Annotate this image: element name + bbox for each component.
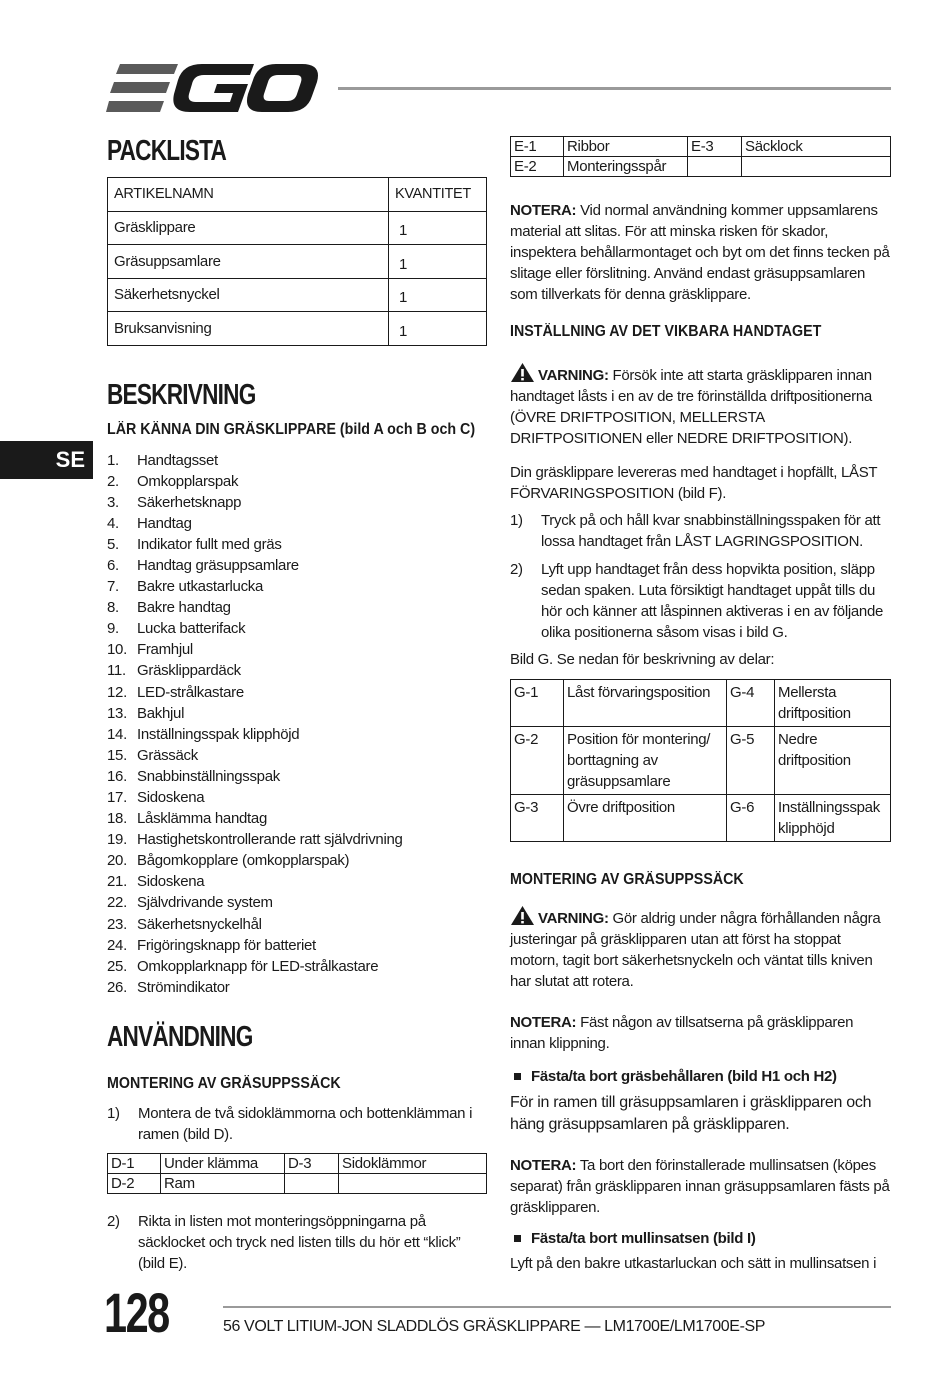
table-row: G-2 Position för montering/ borttagning av gräsuppsamlare G-5 Nedre driftposition <box>511 727 891 795</box>
warning-icon <box>510 905 535 926</box>
list-item: 8. Bakre handtag <box>107 599 231 617</box>
list-item: 15. Grässäck <box>107 746 198 764</box>
list-item: 13. Bakhjul <box>107 704 185 722</box>
notera-3: NOTERA: Ta bort den förinstallerade mullinsatsen (köpes separat) från gräsklipparen innan gräsuppsamlaren fästs på gräsklipparen. <box>510 1157 890 1216</box>
footer-rule <box>223 1306 891 1308</box>
item-name: Bruksanvisning <box>108 312 389 346</box>
list-item: 6. Handtag gräsuppsamlare <box>107 556 299 574</box>
table-d <box>107 1153 487 1194</box>
item-name: Säkerhetsnyckel <box>108 278 389 312</box>
list-item: 19. Hastighetskontrollerande ratt självdrivning <box>107 831 403 849</box>
paragraph-attach: För in ramen till gräsuppsamlaren i gräsklipparen och häng gräsuppsamlaren på gräsklipparen. <box>510 1094 872 1133</box>
beskrivning-subtitle: LÄR KÄNNA DIN GRÄSKLIPPARE (bild A och B och C) <box>107 420 476 438</box>
page-number: 128 <box>104 1281 169 1344</box>
list-item: 26. Strömindikator <box>107 978 230 996</box>
list-item: 16. Snabbinställningsspak <box>107 767 280 785</box>
table-e <box>510 136 891 177</box>
list-item: 17. Sidoskena <box>107 789 205 806</box>
varning-2: VARNING: Gör aldrig under några förhållanden några justeringar på gräsklipparen utan att först ha stoppat motorn, tagit bort säkerhetsnyckeln och väntat tills kniven har slutat att rotera. <box>510 905 891 992</box>
list-item: 11. Gräsklippardäck <box>107 662 241 680</box>
list-item: 1) Montera de två sidoklämmorna och bottenklämman i ramen (bild D). <box>107 1104 473 1143</box>
list-item: 4. Handtag <box>107 514 192 532</box>
bullet-heading-2: Fästa/ta bort mullinsatsen (bild I) <box>510 1230 891 1247</box>
list-item: 5. Indikator fullt med gräs <box>107 535 282 553</box>
parts-list <box>107 450 487 998</box>
list-item: 18. Låsklämma handtag <box>107 810 267 828</box>
list-item: 20. Bågomkopplare (omkopplarspak) <box>107 852 350 870</box>
beskrivning-title: BESKRIVNING <box>107 378 256 411</box>
table-row: E-1 Ribbor E-3 Säcklock <box>511 137 891 157</box>
handle-steps <box>510 510 891 643</box>
col-header-qty: KVANTITET <box>389 178 487 212</box>
bullet-heading-1: Fästa/ta bort gräsbehållaren (bild H1 och H2) <box>510 1068 891 1085</box>
list-item: 1. Handtagsset <box>107 451 218 469</box>
warning-icon <box>510 362 535 383</box>
list-item: 23. Säkerhetsnyckelhål <box>107 915 262 933</box>
table-row: D-1 Under klämma D-3 Sidoklämmor <box>108 1153 487 1173</box>
item-qty: 1 <box>389 278 487 312</box>
table-row: E-2 Monteringsspår <box>511 157 891 177</box>
varning-1: VARNING: Försök inte att starta gräsklipparen innan handtaget låsts i en av de tre förinställda driftpositionerna (ÖVRE DRIFTPOSITION, MELLERSTA DRIFTPOSITIONEN eller NEDRE DRIFTPOSITION). <box>510 362 891 449</box>
bullet-square-icon <box>514 1073 521 1080</box>
item-qty: 1 <box>389 245 487 279</box>
list-item: 1) Tryck på och håll kvar snabbinställningsspaken för att lossa handtaget från LÅST LAGRINGSPOSITION. <box>510 512 881 550</box>
item-name: Gräsuppsamlare <box>108 245 389 279</box>
list-item: 3. Säkerhetsknapp <box>107 493 242 511</box>
table-row <box>108 278 487 312</box>
language-tab: SE <box>0 441 93 479</box>
notera-1: NOTERA: Vid normal användning kommer uppsamlarens material att slitas. För att minska risken för skador, inspektera behållarmontaget och byt om det finns tecken på slitage eller förslitning. Använd endast gräsuppsamlaren som tillverkats för denna gräsklippare. <box>510 202 890 303</box>
paragraph-delivery: Din gräsklippare levereras med handtaget i hopfällt, LÅST FÖRVARINGSPOSITION (bild F). <box>510 464 878 502</box>
list-item: 22. Självdrivande system <box>107 894 273 912</box>
list-item: 7. Bakre utkastarlucka <box>107 578 264 596</box>
item-qty: 1 <box>389 211 487 245</box>
steps-list-b <box>107 1211 487 1274</box>
table-row <box>108 245 487 279</box>
anvandning-subtitle: MONTERING AV GRÄSUPPSSÄCK <box>107 1074 341 1092</box>
right-column <box>510 132 891 1274</box>
notera-2: NOTERA: Fäst någon av tillsatserna på gräsklipparen innan klippning. <box>510 1014 854 1052</box>
table-row <box>108 211 487 245</box>
list-item: 10. Framhjul <box>107 641 193 659</box>
packlista-table <box>107 177 487 346</box>
list-item: 21. Sidoskena <box>107 873 205 891</box>
packlista-title: PACKLISTA <box>107 135 227 167</box>
table-header-row <box>108 178 487 212</box>
ego-logo <box>106 62 318 114</box>
table-row <box>108 312 487 346</box>
list-item: 2) Lyft upp handtaget från dess hopvikta position, släpp sedan spaken. Luta försiktigt handtaget uppåt tills du hör och känner att låspinnen aktiveras i en av följande olika positionerna såsom visas i bild G. <box>510 561 884 641</box>
item-name: Gräsklippare <box>108 211 389 245</box>
bild-g-caption: Bild G. Se nedan för beskrivning av delar: <box>510 651 775 668</box>
list-item: 2. Omkopplarspak <box>107 472 239 490</box>
list-item: 2) Rikta in listen mot monteringsöppningarna på säcklocket och tryck ned listen tills du hör ett “klick” (bild E). <box>107 1212 461 1272</box>
col-header-name: ARTIKELNAMN <box>108 178 389 212</box>
bullet-square-icon <box>514 1235 521 1242</box>
table-row: G-1 Låst förvaringsposition G-4 Mellersta driftposition <box>511 680 891 727</box>
list-item: 12. LED-strålkastare <box>107 683 244 701</box>
handle-title: INSTÄLLNING AV DET VIKBARA HANDTAGET <box>510 323 822 340</box>
list-item: 24. Frigöringsknapp för batteriet <box>107 936 316 954</box>
steps-list-a <box>107 1103 487 1145</box>
list-item: 25. Omkopplarknapp för LED-strålkastare <box>107 957 379 975</box>
paragraph-mulch: Lyft på den bakre utkastarluckan och sätt in mullinsatsen i <box>510 1255 877 1272</box>
table-row: D-2 Ram <box>108 1173 487 1193</box>
list-item: 14. Inställningsspak klipphöjd <box>107 725 300 743</box>
left-column <box>107 132 487 1274</box>
list-item: 9. Lucka batterifack <box>107 620 246 638</box>
anvandning-title: ANVÄNDNING <box>107 1020 253 1053</box>
header-rule <box>338 87 891 90</box>
item-qty: 1 <box>389 312 487 346</box>
table-row: G-3 Övre driftposition G-6 Inställningsspak klipphöjd <box>511 795 891 842</box>
montering-title: MONTERING AV GRÄSUPPSSÄCK <box>510 871 744 888</box>
footer-text: 56 VOLT LITIUM-JON SLADDLÖS GRÄSKLIPPARE — LM1700E/LM1700E-SP <box>223 1318 766 1335</box>
table-g <box>510 679 891 842</box>
